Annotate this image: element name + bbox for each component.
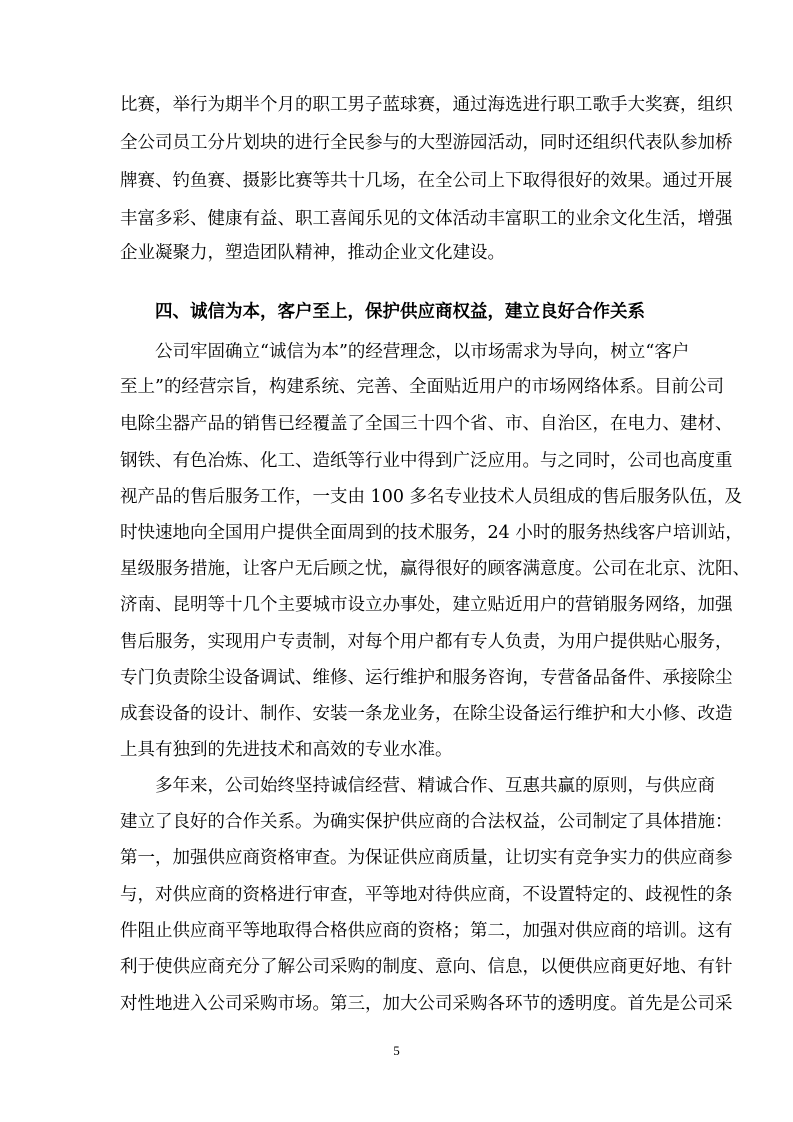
- text-line: 企业凝聚力，塑造团队精神，推动企业文化建设。: [120, 243, 505, 263]
- text-line: 济南、昆明等十几个主要城市设立办事处，建立贴近用户的营销服务网络，加强: [120, 595, 733, 615]
- text-line: 售后服务，实现用户专责制，对每个用户都有专人负责，为用户提供贴心服务，: [120, 632, 733, 652]
- text-line: 至上”的经营宗旨，构建系统、完善、全面贴近用户的市场网络体系。目前公司: [120, 377, 724, 397]
- text-line: 牌赛、钓鱼赛、摄影比赛等共十几场，在全公司上下取得很好的效果。通过开展: [120, 171, 733, 191]
- text-line: 公司牢固确立“诚信为本”的经营理念，以市场需求为导向，树立“客户: [155, 342, 690, 362]
- text-line: 件阻止供应商平等地取得合格供应商的资格；第二，加强对供应商的培训。这有: [120, 921, 733, 941]
- text-line: 星级服务措施，让客户无后顾之忧，赢得很好的顾客满意度。公司在北京、沈阳、: [120, 559, 750, 579]
- text-line: 电除尘器产品的销售已经覆盖了全国三十四个省、市、自治区，在电力、建材、: [120, 414, 733, 434]
- text-line: 多年来，公司始终坚持诚信经营、精诚合作、互惠共赢的原则，与供应商: [155, 776, 715, 796]
- text-line: 时快速地向全国用户提供全面周到的技术服务，24 小时的服务热线客户培训站，: [120, 523, 743, 543]
- text-line: 专门负责除尘设备调试、维修、运行维护和服务咨询，专营备品备件、承接除尘: [120, 668, 733, 688]
- text-line: 全公司员工分片划块的进行全民参与的大型游园活动，同时还组织代表队参加桥: [120, 133, 733, 153]
- text-line: 对性地进入公司采购市场。第三，加大公司采购各环节的透明度。首先是公司采: [120, 994, 733, 1014]
- text-line: 与，对供应商的资格进行审查，平等地对待供应商，不设置特定的、歧视性的条: [120, 885, 733, 905]
- text-line: 比赛，举行为期半个月的职工男子蓝球赛，通过海选进行职工歌手大奖赛，组织: [120, 95, 733, 115]
- section-heading: 四、诚信为本，客户至上，保护供应商权益，建立良好合作关系: [155, 302, 645, 322]
- text-line: 第一，加强供应商资格审查。为保证供应商质量，让切实有竞争实力的供应商参: [120, 848, 733, 868]
- text-line: 钢铁、有色冶炼、化工、造纸等行业中得到广泛应用。与之同时，公司也高度重: [120, 451, 733, 471]
- text-line: 建立了良好的合作关系。为确实保护供应商的合法权益，公司制定了具体措施：: [120, 812, 733, 832]
- text-line: 视产品的售后服务工作，一支由 100 多名专业技术人员组成的售后服务队伍，及: [120, 487, 743, 507]
- text-line: 上具有独到的先进技术和高效的专业水准。: [120, 740, 453, 760]
- page-number: 5: [393, 1043, 400, 1058]
- text-line: 丰富多彩、健康有益、职工喜闻乐见的文体活动丰富职工的业余文化生活，增强: [120, 209, 733, 229]
- text-line: 利于使供应商充分了解公司采购的制度、意向、信息，以便供应商更好地、有针: [120, 957, 733, 977]
- text-line: 成套设备的设计、制作、安装一条龙业务，在除尘设备运行维护和大小修、改造: [120, 704, 733, 724]
